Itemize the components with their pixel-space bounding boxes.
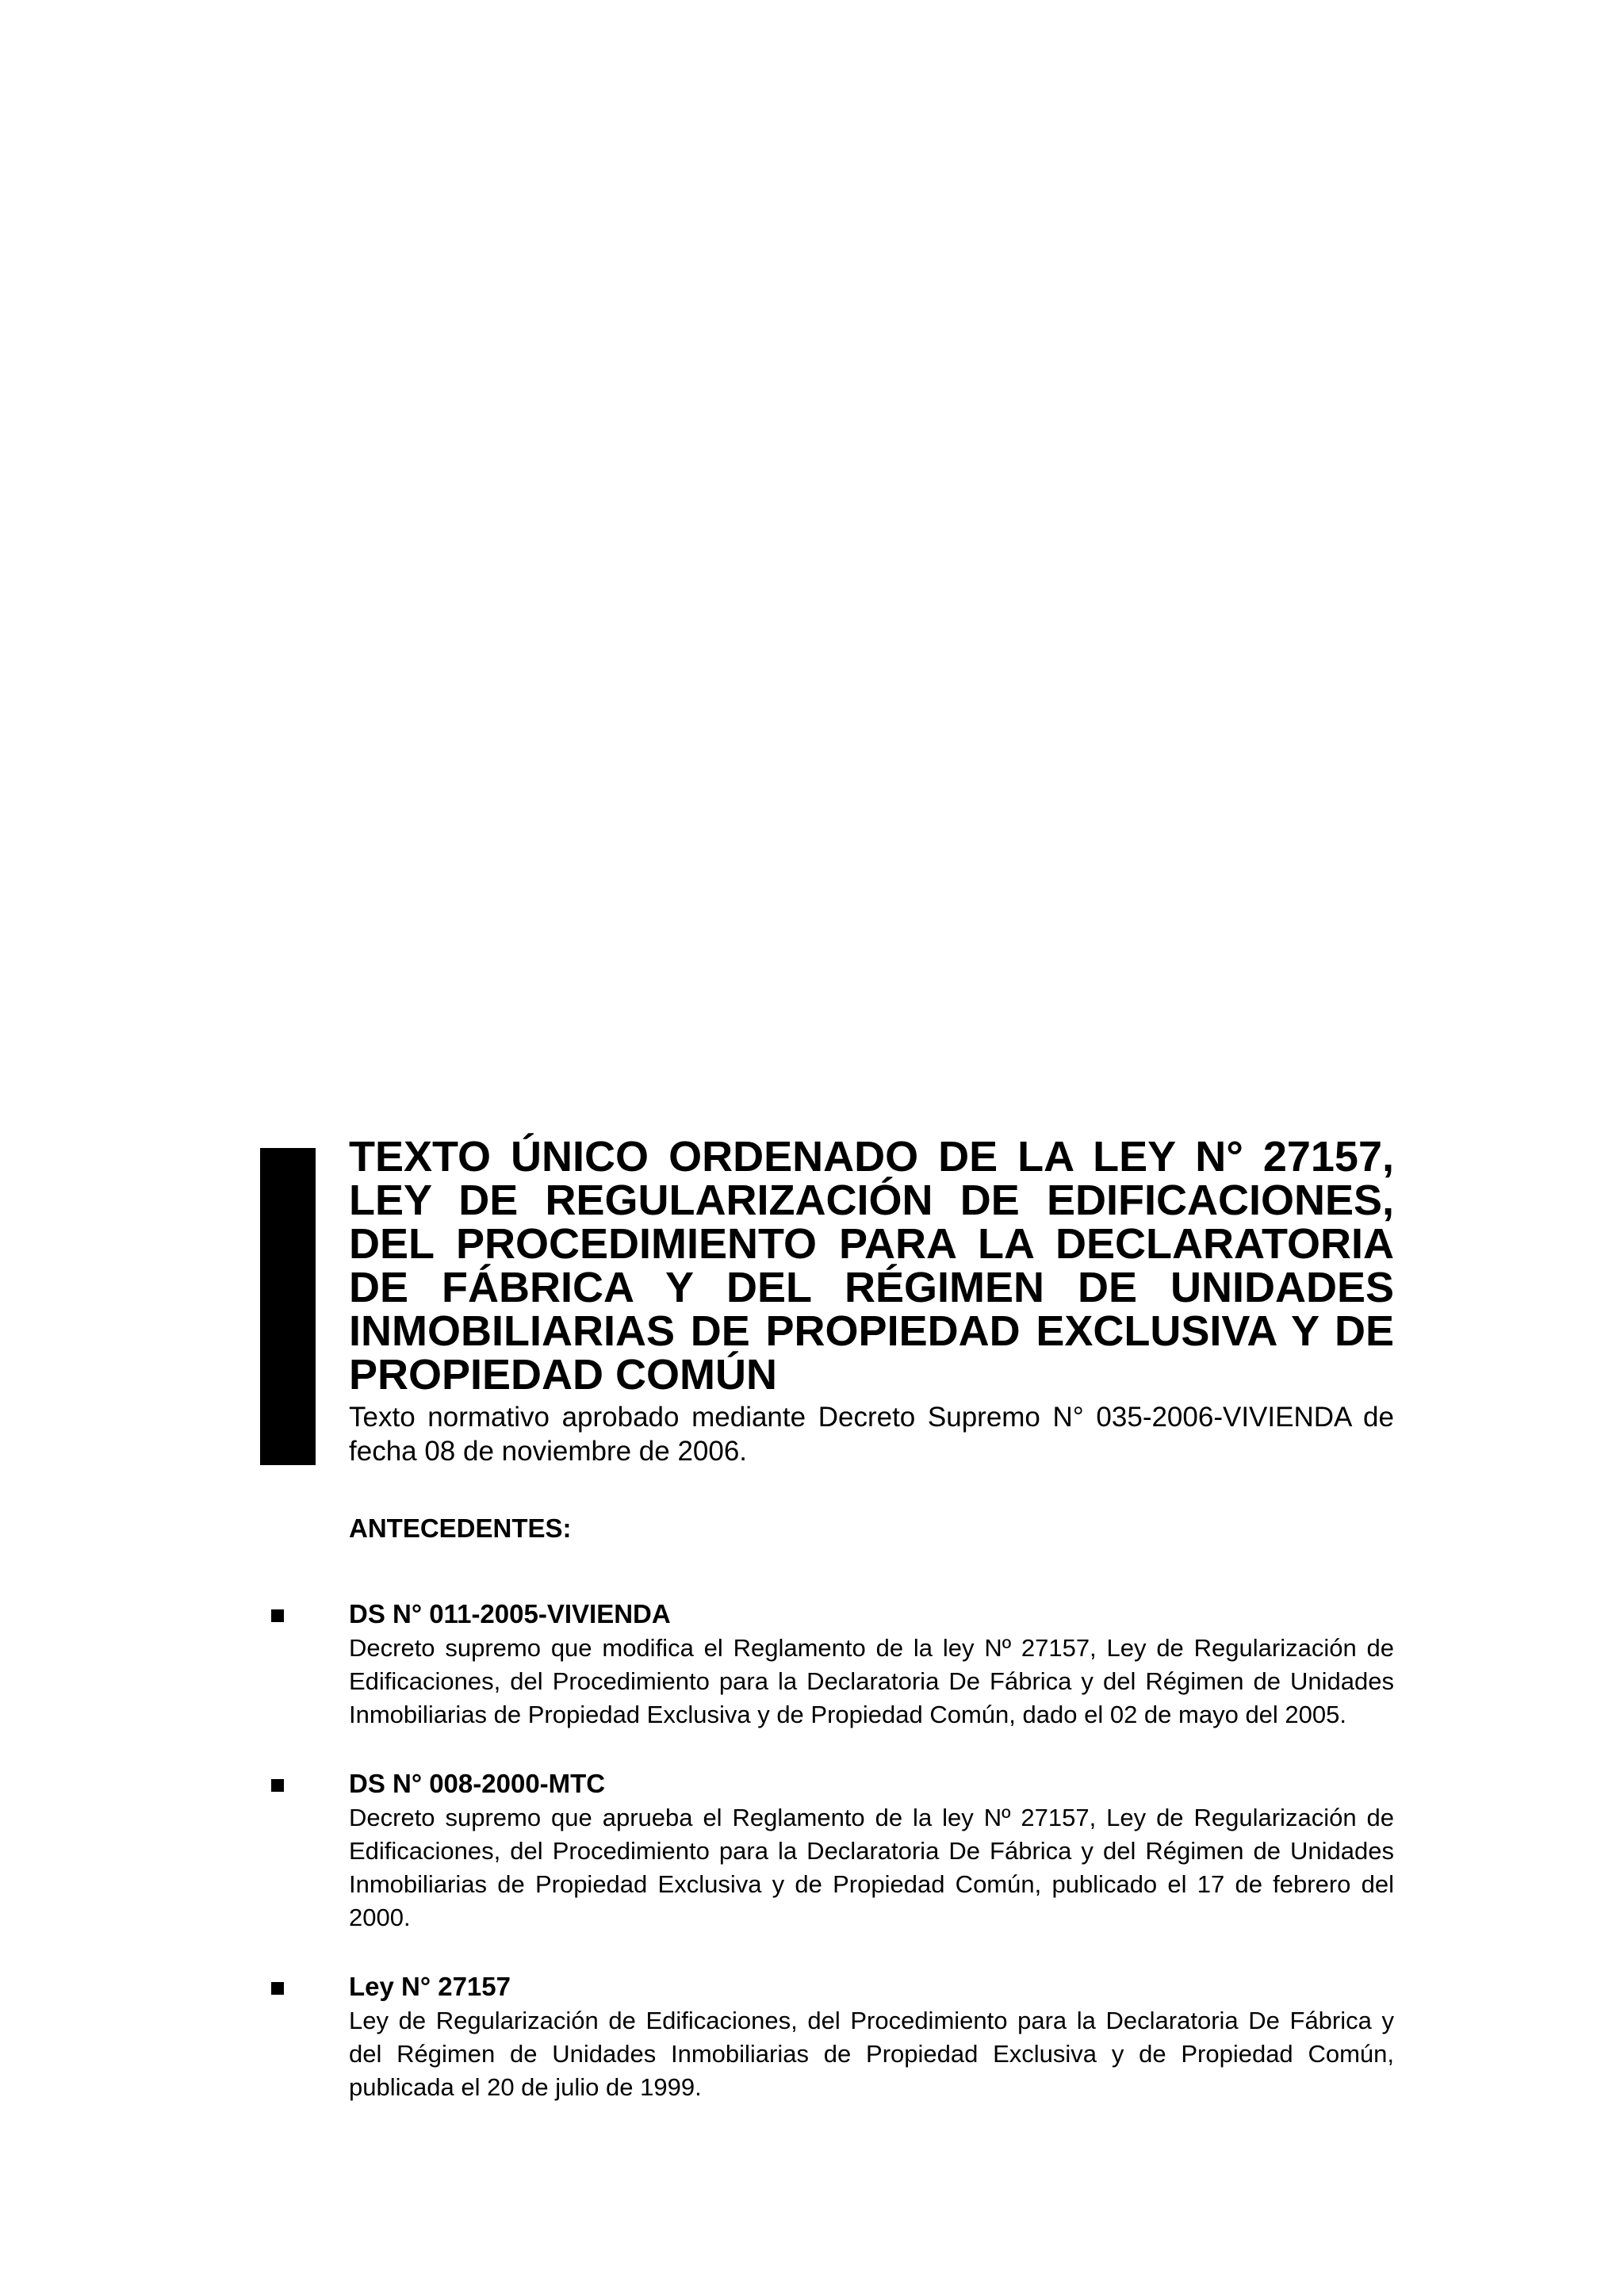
square-bullet-icon xyxy=(271,1982,284,1995)
section-heading-antecedentes: ANTECEDENTES: xyxy=(349,1513,572,1543)
list-item-body xyxy=(349,1768,1394,1934)
list-item-title: DS N° 008-2000-MTC xyxy=(349,1769,606,1798)
list-item-description: Decreto supremo que modifica el Reglamento de la ley Nº 27157, Ley de Regularización de Edificaciones, del Procedimiento para la Declaratoria De Fábrica y del Régimen de Unidades Inmobiliarias de Propiedad Exclusiva y de Propiedad Común, dado el 02 de mayo del 2005. xyxy=(349,1634,1394,1728)
square-bullet-icon xyxy=(271,1609,284,1622)
title-block xyxy=(349,1135,1394,1544)
list-item-title: DS N° 011-2005-VIVIENDA xyxy=(349,1599,671,1628)
list-item-description: Decreto supremo que aprueba el Reglamento de la ley Nº 27157, Ley de Regularización de Edificaciones, del Procedimiento para la Declaratoria De Fábrica y del Régimen de Unidades Inmobiliarias de Propiedad Exclusiva y de Propiedad Común, publicado el 17 de febrero del 2000. xyxy=(349,1804,1394,1931)
list-item-body xyxy=(349,1971,1394,2104)
document-subtitle: Texto normativo aprobado mediante Decreto Supremo N° 035-2006-VIVIENDA de fecha 08 de noviembre de 2006. xyxy=(349,1402,1394,1467)
title-accent-bar xyxy=(260,1148,316,1465)
document-title: TEXTO ÚNICO ORDENADO DE LA LEY N° 27157, LEY DE REGULARIZACIÓN DE EDIFICACIONES, DEL PROCEDIMIENTO PARA LA DECLARATORIA DE FÁBRICA Y DEL RÉGIMEN DE UNIDADES INMOBILIARIAS DE PROPIEDAD EXCLUSIVA Y DE PROPIEDAD COMÚN xyxy=(349,1133,1394,1399)
list-item-title: Ley N° 27157 xyxy=(349,1972,511,2001)
list-item-description: Ley de Regularización de Edificaciones, del Procedimiento para la Declaratoria De Fábrica y del Régimen de Unidades Inmobiliarias de Propiedad Exclusiva y de Propiedad Común, publicada el 20 de julio de 1999. xyxy=(349,2007,1394,2101)
list-item-body xyxy=(349,1598,1394,1732)
square-bullet-icon xyxy=(271,1779,284,1792)
